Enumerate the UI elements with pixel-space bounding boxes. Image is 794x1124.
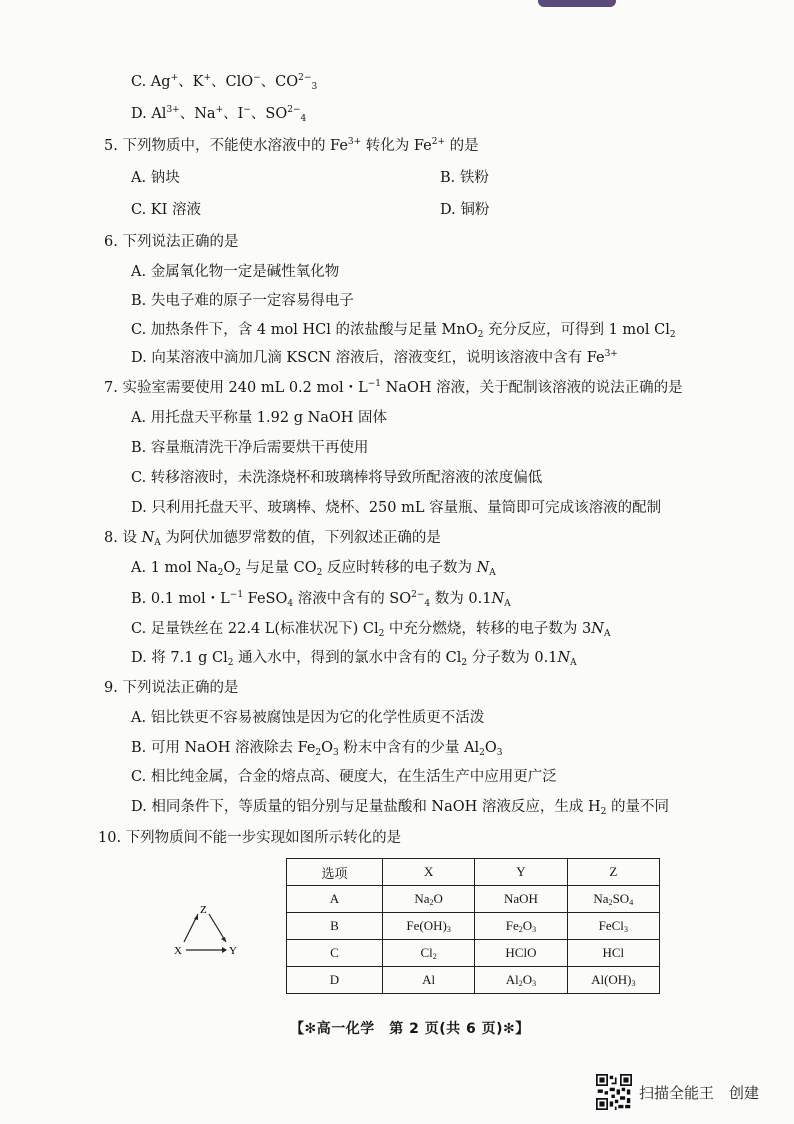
table-header: Z <box>567 859 659 886</box>
top-edge-mark <box>538 0 616 7</box>
table-row <box>287 940 660 967</box>
table-cell-z: FeCl$_3$ <box>567 913 659 940</box>
table-cell-option: C <box>287 940 383 967</box>
table-cell-z: HCl <box>567 940 659 967</box>
table-cell-y: NaOH <box>475 886 567 913</box>
q7-stem: 7. 实验室需要使用 240 mL 0.2 mol・$L^{-1}$ NaOH 溶液，关于配制该溶液的说法正确的是 <box>104 379 683 396</box>
q7-option-a: A. 用托盘天平称量 1.92 g NaOH 固体 <box>131 410 388 426</box>
table-cell-x: $Fe(OH)_3$ <box>382 913 474 940</box>
q5-option-a: A. 钠块 <box>131 170 180 186</box>
table-row <box>287 967 660 994</box>
page-footer: 【✻高一化学 第 2 页(共 6 页)✻】 <box>290 1021 530 1037</box>
diagram-label-x: X <box>174 945 182 957</box>
q5-option-d: D. 铜粉 <box>440 202 490 218</box>
table-cell-x: $Cl_2$ <box>382 940 474 967</box>
q7-option-c: C. 转移溶液时，未洗涤烧杯和玻璃棒将导致所配溶液的浓度偏低 <box>131 470 543 486</box>
q5-option-b: B. 铁粉 <box>440 170 489 186</box>
table-row <box>287 913 660 940</box>
q8-option-b: B. 0.1 mol・$L^{-1}$ FeSO$_4$ 溶液中含有的 $SO^{2-}_4$ 数为 $0.1N_A$ <box>131 590 511 609</box>
q9-option-a: A. 铝比铁更不容易被腐蚀是因为它的化学性质更不活泼 <box>131 710 485 726</box>
diagram-label-z: Z <box>200 904 207 916</box>
arrowhead-icon <box>194 914 198 920</box>
arrowhead-icon <box>221 937 226 942</box>
q9-option-c: C. 相比纯金属，合金的熔点高、硬度大，在生活生产中应用更广泛 <box>131 769 557 785</box>
table-row <box>287 886 660 913</box>
q6-option-b: B. 失电子难的原子一定容易得电子 <box>131 293 354 309</box>
q8-option-a: A. 1 mol $Na_2O_2$ 与足量 $CO_2$ 反应时转移的电子数为 $N_A$ <box>131 560 496 578</box>
table-header: 选项 <box>287 859 383 886</box>
table-cell-option: B <box>287 913 383 940</box>
q5-stem: 5. 下列物质中，不能使水溶液中的 $Fe^{3+}$ 转化为 $Fe^{2+}$ 的是 <box>104 137 479 154</box>
table-cell-z: $Na_2SO_4$ <box>567 886 659 913</box>
scanner-watermark: 扫描全能王 创建 <box>639 1084 760 1102</box>
q6-stem: 6. 下列说法正确的是 <box>104 234 239 250</box>
table-header: Y <box>475 859 567 886</box>
q9-stem: 9. 下列说法正确的是 <box>104 680 239 696</box>
table-cell-y: HClO <box>475 940 567 967</box>
q8-stem: 8. 设 $N_A$ 为阿伏加德罗常数的值，下列叙述正确的是 <box>104 530 441 548</box>
table-cell-y: $Al_2O_3$ <box>475 967 567 994</box>
q5-option-c: C. KI 溶液 <box>131 202 201 218</box>
table-cell-option: D <box>287 967 383 994</box>
q9-option-b: B. 可用 NaOH 溶液除去 $Fe_2O_3$ 粉末中含有的少量 $Al_2O_3$ <box>131 740 503 758</box>
table-header: X <box>382 859 474 886</box>
q10-options-table <box>286 858 660 994</box>
table-cell-x: Al <box>382 967 474 994</box>
q7-option-b: B. 容量瓶清洗干净后需要烘干再使用 <box>131 440 369 456</box>
q6-option-d: D. 向某溶液中滴加几滴 KSCN 溶液后，溶液变红，说明该溶液中含有 $Fe^{3+}$ <box>131 349 618 366</box>
table-cell-x: $Na_2O$ <box>382 886 474 913</box>
q4-option-d: D. $Al^{3+}$、Na+、I−、$SO^{2-}_4$ <box>131 105 307 124</box>
q6-option-c: C. 加热条件下，含 4 mol HCl 的浓盐酸与足量 MnO$_2$ 充分反应，可得到 1 mol $Cl_2$ <box>131 322 676 340</box>
q8-option-d: D. 将 7.1 g $Cl_2$ 通入水中，得到的氯水中含有的 $Cl_2$ 分子数为 $0.1N_A$ <box>131 650 577 668</box>
q9-option-d: D. 相同条件下，等质量的铝分别与足量盐酸和 NaOH 溶液反应，生成 $H_2$ 的量不同 <box>131 799 670 817</box>
table-cell-option: A <box>287 886 383 913</box>
arrowhead-icon <box>222 947 227 953</box>
qr-code-icon <box>596 1074 632 1110</box>
conversion-triangle-diagram <box>170 900 250 960</box>
q4-option-c: C. Ag+、K+、ClO−、$CO^{2-}_3$ <box>131 73 318 92</box>
q8-option-c: C. 足量铁丝在 22.4 L(标准状况下) $Cl_2$ 中充分燃烧，转移的电子数为 $3N_A$ <box>131 621 611 639</box>
q10-stem: 10. 下列物质间不能一步实现如图所示转化的是 <box>98 830 402 846</box>
q7-option-d: D. 只利用托盘天平、玻璃棒、烧杯、250 mL 容量瓶、量筒即可完成该溶液的配制 <box>131 500 662 516</box>
diagram-label-y: Y <box>229 945 237 957</box>
q6-option-a: A. 金属氧化物一定是碱性氧化物 <box>131 264 340 280</box>
table-cell-z: $Al(OH)_3$ <box>567 967 659 994</box>
table-header-row <box>287 859 660 886</box>
table-cell-y: $Fe_2O_3$ <box>475 913 567 940</box>
